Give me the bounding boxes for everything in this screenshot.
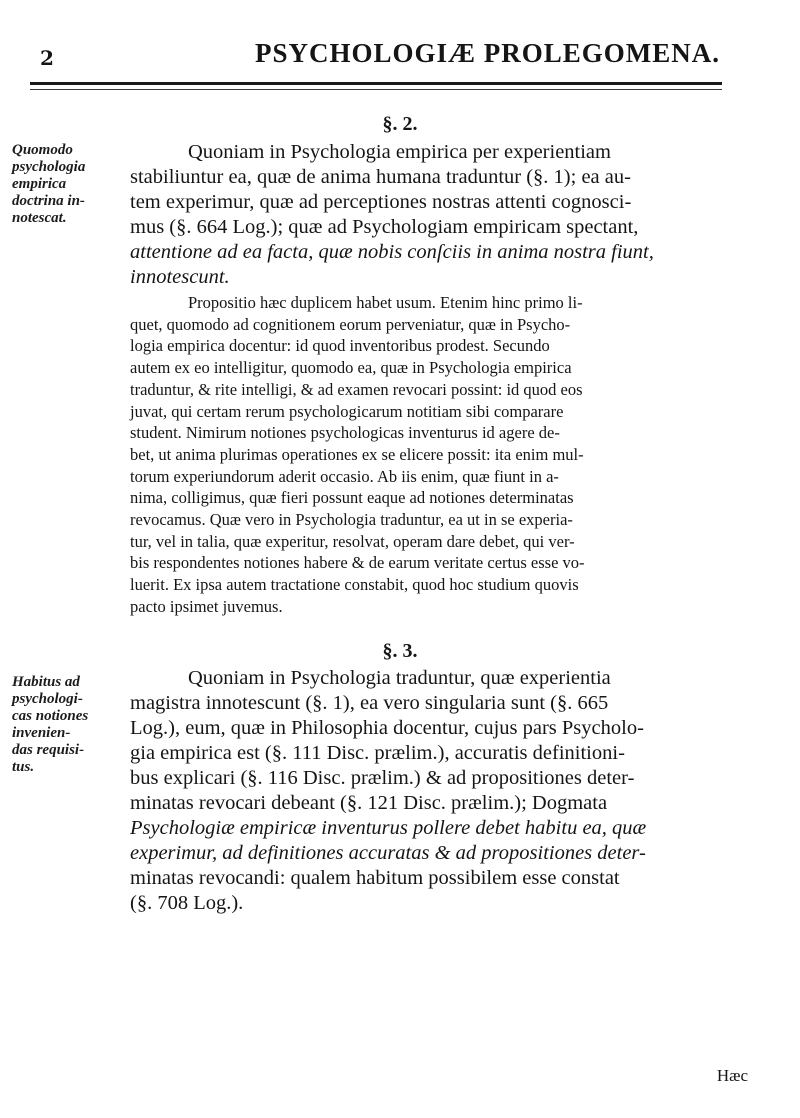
text-line: attentione ad ea facta, quæ nobis conſciis in anima nostra fiunt,	[130, 241, 654, 263]
text-line: mus (§. 664 Log.); quæ ad Psychologiam empiricam spectant,	[130, 216, 639, 238]
text-line: juvat, qui certam rerum psychologicarum notitiam sibi comparare	[130, 401, 564, 421]
header-rule-thin	[30, 89, 722, 90]
header-rule-thick	[30, 82, 722, 85]
margin-note-line: doctrina in-	[12, 193, 85, 209]
page-number: 2	[40, 46, 54, 70]
margin-note-line: Habitus ad	[12, 674, 80, 690]
margin-note-line: tus.	[12, 759, 35, 775]
margin-note-line: notescat.	[12, 210, 67, 226]
text-line: logia empirica docentur: id quod inventoribus prodest. Secundo	[130, 336, 550, 356]
text-line: luerit. Ex ipsa autem tractatione constabit, quod hoc studium quovis	[130, 575, 579, 595]
text-line: gia empirica est (§. 111 Disc. prælim.), accuratis definitioni-	[130, 742, 625, 764]
section-heading-2: §. 2.	[382, 113, 418, 135]
text-line: tur, vel in talia, quæ experitur, resolvat, operam dare debet, qui ver-	[130, 531, 575, 551]
running-title: PSYCHOLOGIÆ PROLEGOMENA.	[255, 38, 721, 68]
text-line: Propositio hæc duplicem habet usum. Etenim hinc primo li-	[188, 293, 583, 312]
text-line: quet, quomodo ad cognitionem eorum perveniatur, quæ in Psycho-	[130, 314, 571, 334]
text-line: minatas revocandi: qualem habitum possibilem esse constat	[130, 867, 620, 889]
text-line: magistra innotescunt (§. 1), ea vero singularia sunt (§. 665	[130, 692, 609, 714]
text-line: Log.), eum, quæ in Philosophia docentur, cujus pars Psycholo-	[130, 717, 644, 739]
text-line: tem experimur, quæ ad perceptiones nostras attenti cognosci-	[130, 191, 632, 213]
text-line: student. Nimirum notiones psychologicas inventurus id agere de-	[130, 423, 560, 443]
margin-note-line: psychologi-	[12, 691, 83, 707]
text-line: Quoniam in Psychologia traduntur, quæ experientia	[188, 667, 611, 689]
text-line: nima, colligimus, quæ fieri possunt eaque ad notiones determinatas	[130, 488, 574, 508]
text-line: autem ex eo intelligitur, quomodo ea, quæ in Psychologia empirica	[130, 358, 572, 378]
margin-note-line: invenien-	[12, 725, 71, 741]
text-line: stabiliuntur ea, quæ de anima humana traduntur (§. 1); ea au-	[130, 166, 631, 188]
text-line: pacto ipsimet juvemus.	[130, 596, 283, 616]
section1-lead-text	[130, 140, 654, 290]
text-line: experimur, ad definitiones accuratas & ad propositiones deter-	[130, 842, 646, 864]
margin-note-line: empirica	[12, 176, 67, 192]
margin-note-line: Quomodo	[12, 142, 73, 158]
text-line: minatas revocari debeant (§. 121 Disc. prælim.); Dogmata	[130, 792, 608, 814]
text-line: bet, ut anima plurimas operationes ex se elicere possit: ita enim mul-	[130, 444, 584, 464]
text-line: Psychologiæ empiricæ inventurus pollere debet habitu ea, quæ	[130, 817, 647, 839]
margin-note-quomodo	[12, 142, 124, 227]
section2-lead-text	[130, 666, 646, 916]
text-line: traduntur, & rite intelligi, & ad examen revocari possint: id quod eos	[130, 379, 583, 399]
margin-note-line: cas notiones	[12, 708, 89, 724]
margin-note-line: das requisi-	[12, 742, 85, 758]
catchword: Hæc	[716, 1066, 748, 1085]
text-line: revocamus. Quæ vero in Psychologia traduntur, ea ut in se experia-	[130, 510, 573, 530]
text-line: bus explicari (§. 116 Disc. prælim.) & ad propositiones deter-	[130, 767, 635, 789]
section-heading-3: §. 3.	[382, 640, 418, 662]
text-line: (§. 708 Log.).	[130, 892, 244, 914]
text-line: torum experiundorum aderit occasio. Ab iis enim, quæ fiunt in a-	[130, 466, 559, 486]
text-line: Quoniam in Psychologia empirica per experientiam	[188, 141, 611, 163]
page-header	[0, 38, 800, 78]
margin-note-habitus	[12, 674, 124, 776]
section1-body-text	[130, 292, 585, 618]
margin-note-line: psychologia	[12, 159, 86, 175]
text-line: bis respondentes notiones habere & de earum veritate certus esse vo-	[130, 553, 585, 573]
text-line: innotescunt.	[130, 266, 230, 288]
